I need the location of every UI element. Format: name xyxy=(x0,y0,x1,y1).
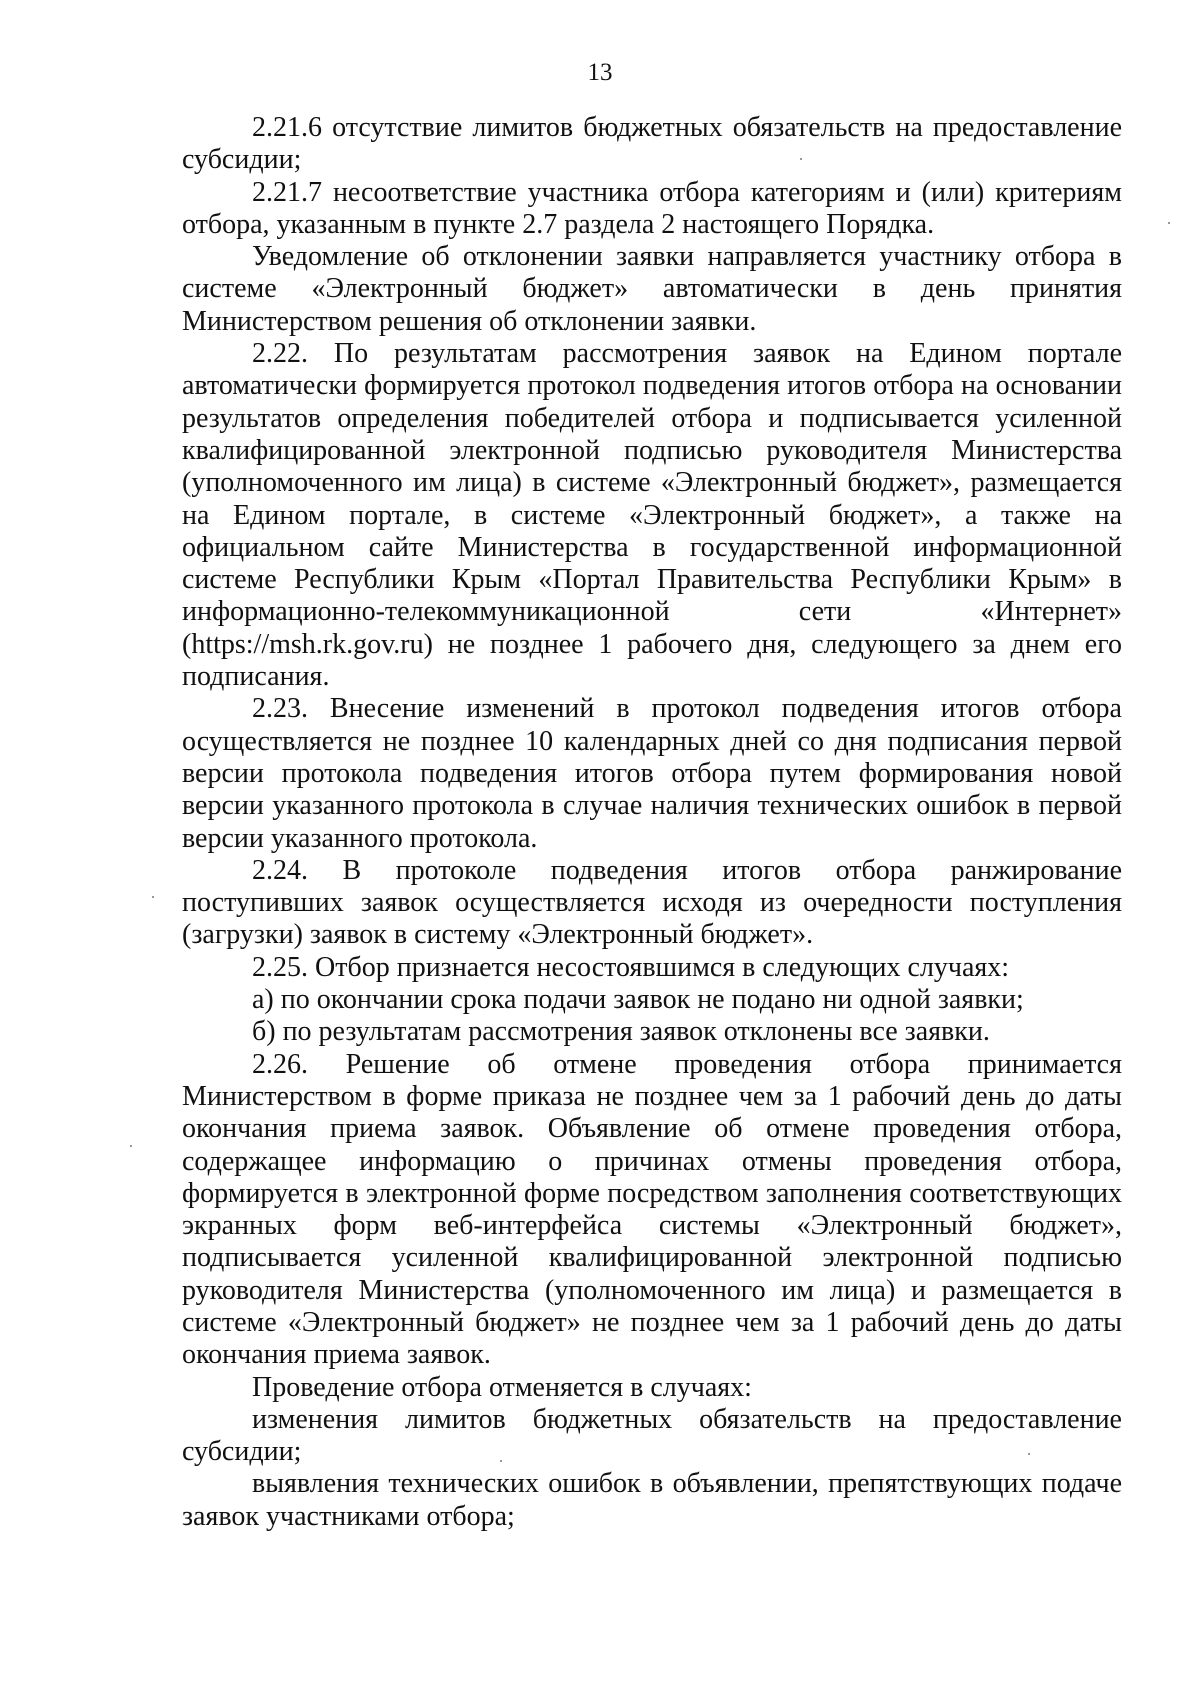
scan-speck xyxy=(500,1460,502,1462)
scan-speck xyxy=(800,158,802,160)
paragraph-cancellation-cases: Проведение отбора отменяется в случаях: xyxy=(252,1371,752,1403)
paragraph-case-limits-change: изменения лимитов бюджетных обязательств на предоставление субсидии; xyxy=(182,1403,1122,1468)
paragraph-2-22: 2.22. По результатам рассмотрения заявок на Едином портале автоматически формируется протокол подведения итогов отбора на основании результатов определения победителей отбора и подписывается усиленной квалифицированной электронной подписью руководителя Министерства (уполномоченного им лица) в системе «Электронный бюджет», размещается на Едином портале, в системе «Электронный бюджет», а также на официальном сайте Министерства в государственной информационной системе Республики Крым «Портал Правительства Республики Крым» в информационно-телекоммуникационной сети «Интернет» (https://msh.rk.gov.ru) не позднее 1 рабочего дня, следующего за днем его подписания. xyxy=(182,338,1122,693)
paragraph-2-25-b: б) по результатам рассмотрения заявок отклонены все заявки. xyxy=(252,1016,990,1048)
page-number: 13 xyxy=(587,59,613,86)
document-body xyxy=(182,112,1122,1533)
scan-speck xyxy=(152,896,154,898)
paragraph-2-25: 2.25. Отбор признается несостоявшимся в следующих случаях: xyxy=(252,951,1010,983)
paragraph-case-technical-errors: выявления технических ошибок в объявлении, препятствующих подаче заявок участниками отбора; xyxy=(182,1468,1122,1532)
scan-speck xyxy=(1168,222,1170,224)
scan-speck xyxy=(130,1145,132,1147)
paragraph-2-21-7: 2.21.7 несоответствие участника отбора категориям и (или) критериям отбора, указанным в пункте 2.7 раздела 2 настоящего Порядка. xyxy=(182,176,1122,240)
paragraph-2-25-a: а) по окончании срока подачи заявок не подано ни одной заявки; xyxy=(252,984,1024,1016)
paragraph-rejection-notice: Уведомление об отклонении заявки направляется участнику отбора в системе «Электронный бюджет» автоматически в день принятия Министерством решения об отклонении заявки. xyxy=(182,241,1122,337)
paragraph-2-24: 2.24. В протоколе подведения итогов отбора ранжирование поступивших заявок осуществляется исходя из очередности поступления (загрузки) заявок в систему «Электронный бюджет». xyxy=(182,854,1122,951)
paragraph-2-21-6: 2.21.6 отсутствие лимитов бюджетных обязательств на предоставление субсидии; xyxy=(182,112,1122,176)
paragraph-2-23: 2.23. Внесение изменений в протокол подведения итогов отбора осуществляется не позднее 10 календарных дней со дня подписания первой версии протокола подведения итогов отбора путем формирования новой версии указанного протокола в случае наличия технических ошибок в первой версии указанного протокола. xyxy=(182,693,1122,854)
paragraph-2-26: 2.26. Решение об отмене проведения отбора принимается Министерством в форме приказа не позднее чем за 1 рабочий день до даты окончания приема заявок. Объявление об отмене проведения отбора, содержащее информацию о причинах отмены проведения отбора, формируется в электронной форме посредством заполнения соответствующих экранных форм веб-интерфейса системы «Электронный бюджет», подписывается усиленной квалифицированной электронной подписью руководителя Министерства (уполномоченного им лица) и размещается в системе «Электронный бюджет» не позднее чем за 1 рабочий день до даты окончания приема заявок. xyxy=(182,1048,1122,1371)
scan-speck xyxy=(1028,1453,1030,1455)
